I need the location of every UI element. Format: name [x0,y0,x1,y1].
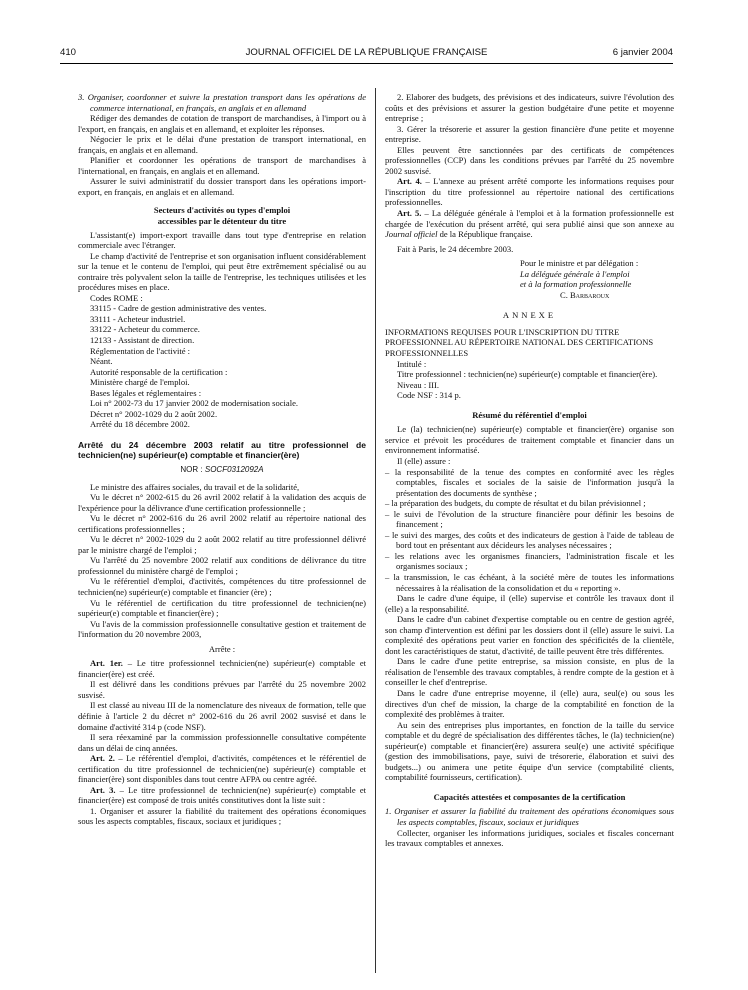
article-text: – L'annexe au présent arrêté comporte les informations requises pour l'inscription du titre professionnel au répertoire national des certifications professionnelles. [385,176,674,208]
section-heading: Résumé du référentiel d'emploi [472,409,587,420]
page-header [60,47,673,63]
paragraph: Planifier et coordonner les opérations de transport de marchandises à l'international, en français, en anglais et en allemand. [78,155,366,176]
paragraph: Négocier le prix et le délai d'une prestation de transport international, en français, en anglais et en allemand. [78,134,366,155]
article-label: Art. 5. [397,208,422,219]
article-2 [78,753,366,785]
paragraph: Ministère chargé de l'emploi. [90,377,190,388]
paragraph: Dans le cadre d'une équipe, il (elle) supervise et contrôle les travaux dont il (elle) a la responsabilité. [385,593,674,614]
paragraph: Dans le cadre d'une entreprise moyenne, il (elle) aura, seul(e) ou sous les directives d'un chef de mission, la charge de la comptabilité en fonction de la complexité des problèmes à traiter. [385,687,674,720]
paragraph: Décret n° 2002-1029 du 2 août 2002. [90,408,218,419]
paragraph: Arrêté du 18 décembre 2002. [90,419,190,430]
visa: Vu l'avis de la commission professionnelle consultative gestion et traitement de l'information du 20 novembre 2003, [78,618,366,640]
paragraph: Dans le cadre d'une petite entreprise, sa mission consiste, en plus de la réalisation de l'ensemble des travaux comptables, à rendre compte de la gestion et à conseiller le chef d'entreprise. [385,656,674,688]
annexe-heading: ANNEXE [502,310,557,321]
paragraph: Le ministre des affaires sociales, du travail et de la solidarité, [90,481,300,492]
list-item: – la responsabilité de la tenue des comptes en conformité avec les règles comptables, fiscales et sociales de la saisie de l'information jusqu'à la présentation des documents de synthèse ; [385,466,674,498]
signature-line: La déléguée générale à l'emploi [520,268,630,279]
paragraph: Il (elle) assure : [397,455,451,466]
article-5 [385,208,674,240]
article-4 [385,176,674,208]
paragraph: Rédiger des demandes de cotation de transport de marchandises, à l'import ou à l'export, en français, en anglais et en allemand, et exploiter les réponses. [78,113,366,134]
paragraph: Néant. [90,356,113,367]
paragraph: Autorité responsable de la certification : [90,366,228,377]
paragraph: Niveau : III. [397,379,440,390]
list-item: – la transmission, le cas échéant, à la société mère de toutes les informations nécessaires à la réalisation de la consolidation et du « reporting ». [385,571,674,593]
visa: Vu le décret n° 2002-615 du 26 avril 2002 relatif à la validation des acquis de l'expérience pour la délivrance d'une certification professionnelle ; [78,492,366,513]
annexe-title: INFORMATIONS REQUISES POUR L'INSCRIPTION DU TITRE PROFESSIONNEL AU RÉPERTOIRE NATIONAL DES CERTIFICATIONS PROFESSIONNELLES [385,326,654,359]
paragraph: Intitulé : [397,358,427,369]
paragraph: Loi n° 2002-73 du 17 janvier 2002 de modernisation sociale. [90,398,299,409]
paragraph: Codes ROME : [90,292,143,303]
list-item: 33115 - Cadre de gestion administrative des ventes. [90,303,267,314]
section-heading: Secteurs d'activités ou types d'emploi [153,205,291,216]
signatory-name: C. Barbaroux [560,289,610,300]
list-item: 3. Gérer la trésorerie et assurer la gestion financière d'une petite et moyenne entreprise. [385,123,674,145]
article-label: Art. 4. [397,176,422,187]
visa: Vu le décret n° 2002-1029 du 2 août 2002 relatif au titre professionnel délivré par le ministre chargé de l'emploi ; [78,534,366,555]
nor-reference [78,465,366,476]
page-number: 410 [60,47,77,58]
paragraph: Titre professionnel : technicien(ne) supérieur(e) comptable et financier(ère). [397,369,658,380]
list-item: 1. Organiser et assurer la fiabilité du traitement des opérations économiques sous les aspects comptables, fiscaux, sociaux et juridiques ; [78,805,366,827]
article-label: Art. 1er. [90,658,123,669]
nor-value: SOCF0312092A [204,464,264,474]
paragraph: Code NSF : 314 p. [397,390,461,401]
article-text: de la République française. [437,229,533,240]
paragraph: Au sein des entreprises plus importantes, en fonction de la taille du service comptable et du degré de spécialisation des différentes tâches, le (la) technicien(ne) supérieur(e) comptable et financier(ère) assurera seul(e) une activité spécifique (gestion des immobilisations, paye, suivi de trésorerie, élaboration et suivi des budgets...) ou animera une petite équipe d'un service (comptabilité clients, comptabilité fournisseurs, certification). [385,719,674,783]
list-item: – le suivi de l'évolution de la structure financière pour définir les besoins de financement ; [385,508,674,530]
paragraph: Le champ d'activité de l'entreprise et son organisation influent considérablement sur la tenue et le contenu de l'emploi, qui peut être extrêmement spécialisé ou au contraire très polyvalent selon la taille de l'entreprise, les techniques utilisées et les procédures mises en place. [78,250,366,293]
visa: Vu le décret n° 2002-616 du 26 avril 2002 relatif au répertoire national des certifications professionnelles ; [78,513,366,534]
visa: Vu le référentiel de certification du titre professionnel de technicien(ne) supérieur(e) comptable et financier(ère) ; [78,597,366,619]
list-item: – la préparation des budgets, du compte de résultat et du bilan prévisionnel ; [385,498,646,509]
list-item: – le suivi des marges, des coûts et des indicateurs de gestion à l'aide de tableau de bord tout en présentant aux décideurs les analyses nécessaires ; [385,529,674,551]
paragraph: Dans le cadre d'un cabinet d'expertise comptable ou en centre de gestion agréé, son champ d'intervention est défini par les dossiers dont il (elle) assure le suivi. La complexité des opérations peut varier en fonction des spécificités de la clientèle, dont les caractéristiques de statut, d'activité, de taille peuvent être très différentes. [385,614,674,656]
header-rule [60,63,673,64]
article-label: Art. 2. [90,753,115,764]
article-text: – Le référentiel d'emploi, d'activités, compétences et le référentiel de certification du titre professionnel de technicien(ne) supérieur(e) comptable et financier(ère) sont disponibles dans tout centre AFPA ou centre agréé. [78,753,366,785]
paragraph: L'assistant(e) import-export travaille dans tout type d'entreprise en relation commerciale avec l'étranger. [78,229,366,251]
paragraph: Elles peuvent être sanctionnées par des certificats de compétences professionnelles (CCP) dans les conditions prévues par l'arrêté du 25 novembre 2002 susvisé. [385,144,674,176]
article-1 [78,658,366,679]
paragraph: Il est délivré dans les conditions prévues par l'arrêté du 25 novembre 2002 susvisé. [78,679,366,700]
visa: Vu le référentiel d'emploi, d'activités, compétences du titre professionnel de technicien(ne) supérieur(e) comptable et financier (ère) ; [78,576,366,597]
list-item: 12133 - Assistant de direction. [90,335,195,346]
issue-date: 6 janvier 2004 [612,47,673,58]
nor-label: NOR : [180,464,203,474]
signature-line: Pour le ministre et par délégation : [520,258,639,269]
article-3 [78,785,366,806]
journal-title: JOURNAL OFFICIEL DE LA RÉPUBLIQUE FRANÇAISE [245,47,488,58]
article-text: – Le titre professionnel de technicien(ne) supérieur(e) comptable et financier(ère) est composé de trois unités constitutives dont la liste suit : [78,784,366,806]
signature-date: Fait à Paris, le 24 décembre 2003. [397,243,514,254]
paragraph: Le (la) technicien(ne) supérieur(e) comptable et financier(ère) organise son service et prévoit les procédures de traitement comptable et financier dans un environnement informatisé. [385,424,674,456]
list-item: – les relations avec les organismes financiers, l'administration fiscale et les organismes sociaux ; [385,550,674,572]
section-heading: Capacités attestées et composantes de la certification [433,791,626,802]
journal-officiel-ref: Journal officiel [385,229,438,240]
arrete-label: Arrête : [208,643,236,654]
item-3-heading: 3. Organiser, coordonner et suivre la prestation transport dans les opérations de commerce international, en français, en anglais et en allemand [78,92,366,113]
article-label: Art. 3. [90,784,116,795]
list-item: 2. Elaborer des budgets, des prévisions et des indicateurs, suivre l'évolution des coûts et des prévisions et assurer la gestion budgétaire d'une petite et moyenne entreprise ; [385,92,674,124]
article-text: – Le titre professionnel technicien(ne) supérieur(e) comptable et financier(ère) est créé. [78,658,366,679]
list-item: 1. Organiser et assurer la fiabilité du traitement des opérations économiques sous les aspects comptables, fiscaux, sociaux et juridiques [385,806,674,827]
paragraph: Bases légales et réglementaires : [90,387,202,398]
decree-title: Arrêté du 24 décembre 2003 relatif au titre professionnel de technicien(ne) supérieur(e) comptable et financier(ère) [78,439,366,461]
column-divider [375,88,376,973]
visa: Vu l'arrêté du 25 novembre 2002 relatif aux conditions de délivrance du titre professionnel du ministère chargé de l'emploi ; [78,555,366,576]
paragraph: Collecter, organiser les informations juridiques, sociales et fiscales concernant les travaux comptables et annexes. [385,827,674,849]
paragraph: Il est classé au niveau III de la nomenclature des niveaux de formation, telle que définie à l'article 2 du décret n° 2002-616 du 26 avril 2002 susvisé et dans le domaine d'activité 314 p (code NSF). [78,700,366,732]
paragraph: Réglementation de l'activité : [90,345,191,356]
list-item: 33111 - Acheteur industriel. [90,313,186,324]
paragraph: Assurer le suivi administratif du dossier transport dans les opérations import-export, en français, en anglais et en allemand. [78,176,366,197]
right-column [385,92,674,849]
article-text: – La déléguée générale à l'emploi et à la formation professionnelle est chargée de l'exécution du présent arrêté, qui sera publié ainsi que son annexe au [385,208,675,229]
paragraph: Il sera réexaminé par la commission professionnelle consultative compétente dans un délai de cinq années. [78,732,366,753]
left-column [78,92,366,827]
list-item: 33122 - Acheteur du commerce. [90,324,200,335]
signature-line: et à la formation professionnelle [520,279,632,290]
section-heading: accessibles par le détenteur du titre [157,216,287,227]
